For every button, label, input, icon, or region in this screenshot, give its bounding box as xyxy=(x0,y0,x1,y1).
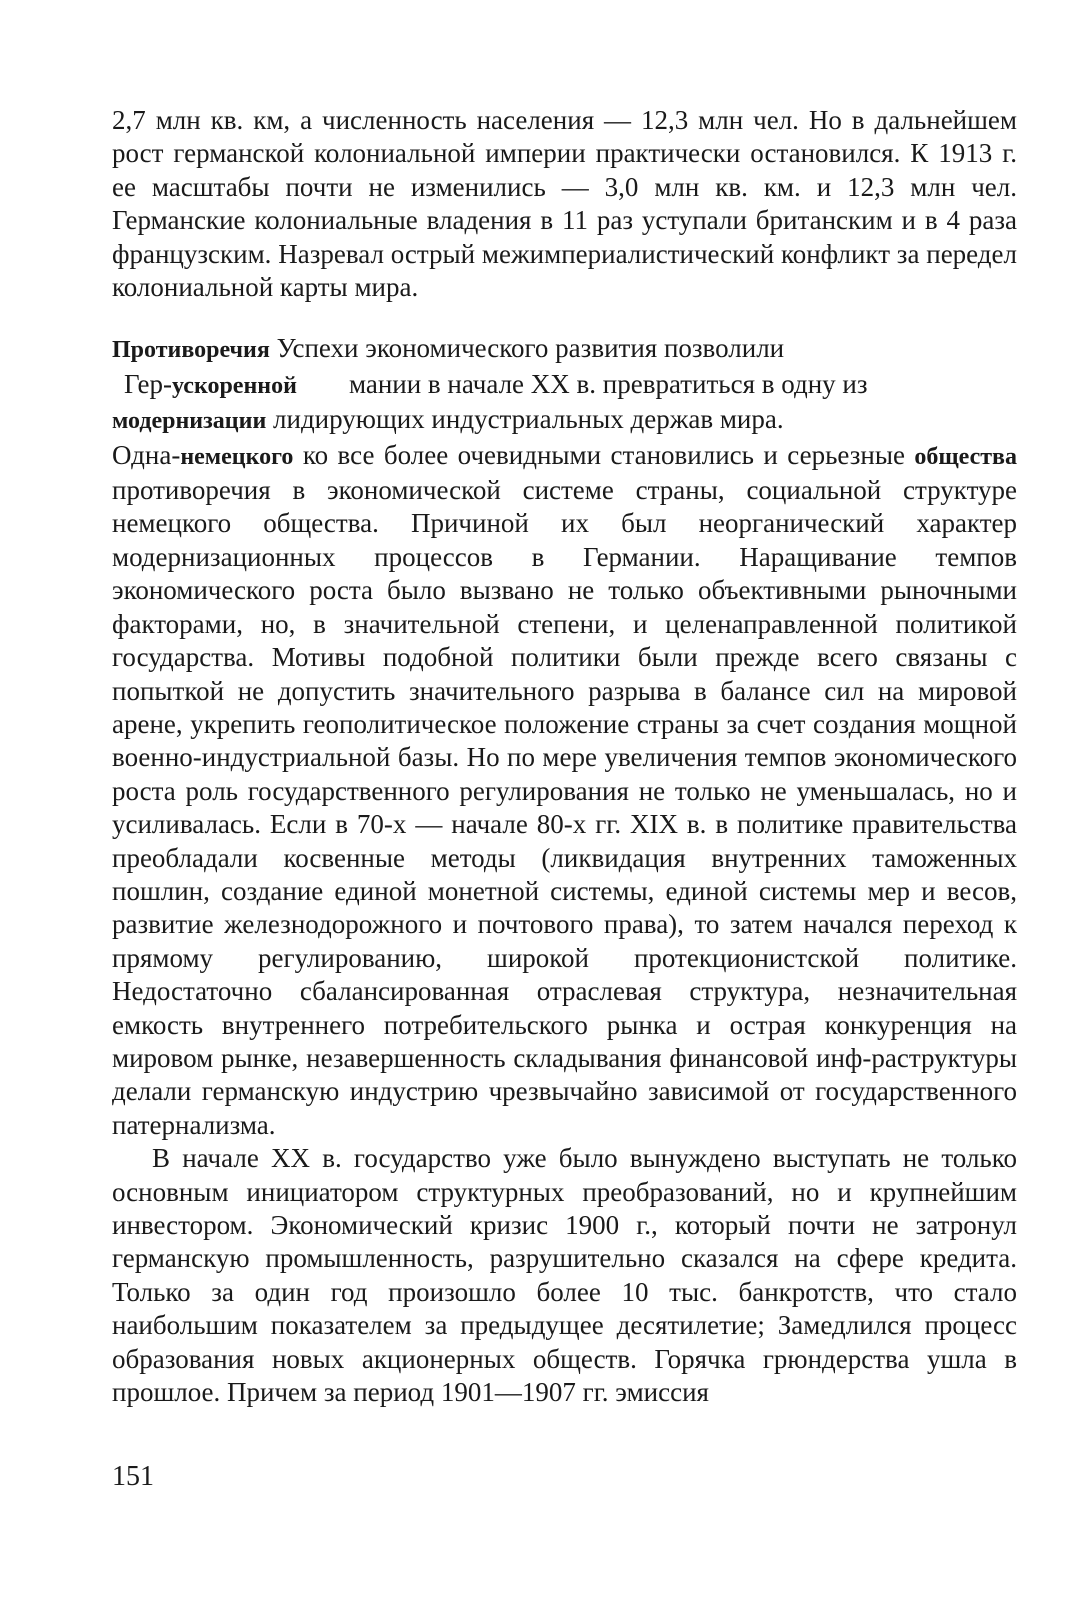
body-line-3: лидирующих индустриальных держав мира. xyxy=(273,404,784,435)
body-line-1: Успехи экономического развития позволили xyxy=(276,333,785,364)
paragraph-colonies: 2,7 млн кв. км, а численность населения — 12,3 млн чел. Но в дальнейшем рост германской колониальной империи практически остановился. К 1913 г. ее масштабы почти не изменились — 3,0 млн кв. км. и 12,3 млн чел. Германские колониальные владения в 11 раз уступали британским и в 4 раза французским. Назревал острый межимпериалистический конфликт за передел колониальной карты мира. xyxy=(112,105,1017,303)
body-line-2-prefix: Гер- xyxy=(124,368,173,399)
page-number: 151 xyxy=(112,1461,154,1492)
paragraph-state-investor: В начале XX в. государство уже было вынуждено выступать не только основным инициатором структурных преобразований, но и крупнейшим инвестором. Экономический кризис 1900 г., который почти не затронул германскую промышленность, разрушительно сказался на сфере кредита. Только за один год произошло более 10 тыс. банкротств, что стало наибольшим показателем за предыдущее десятилетие; Замедлился процесс образования новых акционерных обществ. Горячка грюндерства ушла в прошлое. Причем за период 1901—1907 гг. эмиссия xyxy=(112,1143,1017,1408)
body-line-4-prefix: Одна- xyxy=(112,439,181,470)
body-line-2: мании в начале XX в. превратиться в одну из xyxy=(348,368,868,399)
sidenote-line-4: немецкого xyxy=(180,443,294,470)
sidenote-line-1: Противоречия xyxy=(112,337,270,364)
sidenote-line-5: общества xyxy=(914,443,1017,470)
body-line-4: ко все более очевидными становились и серьезные xyxy=(302,439,905,470)
sidenote-line-3: модернизации xyxy=(112,408,267,435)
body-rest: противоречия в экономической системе страны, социальной структуре немецкого общества. Причиной их был неорганический характер модернизационных процессов в Германии. Наращивание темпов экономического роста было вызвано не только объективными рыночными факторами, но, в значительной степени, и целенаправленной политикой государства. Мотивы подобной политики были прежде всего связаны с попыткой не допустить значительного разрыва в балансе сил на мировой арене, укрепить геополитическое положение страны за счет создания мощной военно-индустриальной базы. Но по мере увеличения темпов экономического роста роль государственного регулирования не только не уменьшалась, но и усиливалась. Если в 70-х — начале 80-х гг. XIX в. в политике правительства преобладали косвенные методы (ликвидация внутренних таможенных пошлин, создание единой монетной системы, единой системы мер и весов, развитие железнодорожного и почтового права), то затем начался переход к прямому регулированию, широкой протекционистской политике. Недостаточно сбалансированная отраслевая структура, незначительная емкость внутреннего потребительского рынка и острая конкуренция на мировом рынке, незавершенность складывания финансовой инф-раструктуры делали германскую индустрию чрезвычайно зависимой от государственного патернализма. xyxy=(112,475,1017,1140)
paragraph-contradictions xyxy=(112,332,1017,1142)
sidenote-line-2: ускоренной xyxy=(172,372,297,399)
document-page xyxy=(112,104,1017,1544)
